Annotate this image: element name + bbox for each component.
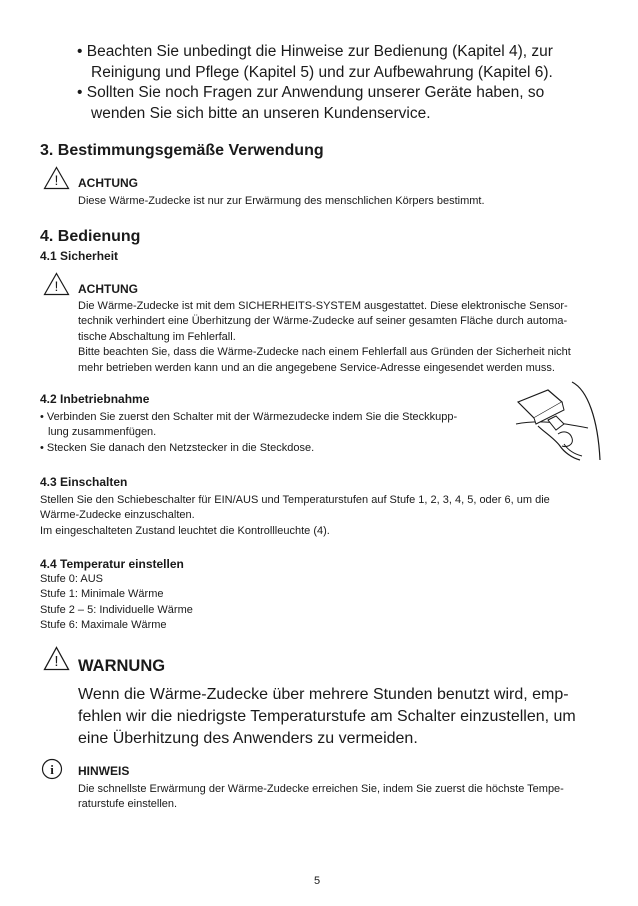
section-4-2-text: • Verbinden Sie zuerst den Schalter mit der Wärmezudecke indem Sie die Steckkupp- lung zusammenfügen. • Stecken Sie danach den Netzstecker in die Steckdose. (40, 411, 458, 454)
section-4-4-text: Stufe 0: AUS Stufe 1: Minimale Wärme Stufe 2 – 5: Individuelle Wärme Stufe 6: Maximale Wärme (40, 573, 193, 632)
section-4-1-heading: 4.1 Sicherheit (40, 249, 119, 263)
intro-bullet-2: • Sollten Sie noch Fragen zur Anwendung unserer Geräte haben, so wenden Sie sich bitte an unseren Kundenservice. (77, 84, 545, 122)
section-4-heading: 4. Bedienung (40, 228, 141, 245)
intro-bullet-1: • Beachten Sie unbedingt die Hinweise zur Bedienung (Kapitel 4), zur Reinigung und Pflege (Kapitel 5) und zur Aufbewahrung (Kapitel 6). (77, 43, 553, 81)
warning-triangle-icon (43, 166, 70, 190)
svg-text:!: ! (54, 278, 59, 294)
hint-label: HINWEIS (78, 764, 130, 778)
section-4-3-heading: 4.3 Einschalten (40, 475, 128, 489)
section-3-heading: 3. Bestimmungsgemäße Verwendung (40, 142, 324, 159)
warning-text: Wenn die Wärme-Zudecke über mehrere Stunden benutzt wird, emp- fehlen wir die niedrigste Temperaturstufe am Schalter einzustellen, um eine Überhitzung des Anwenders zu vermeiden. (78, 686, 576, 747)
plug-coupling-illustration (508, 380, 604, 470)
section-4-3-text: Stellen Sie den Schiebeschalter für EIN/AUS und Temperaturstufen auf Stufe 1, 2, 3, 4, 5, oder 6, um die Wärme-Zudecke einzuschalten. Im eingeschalteten Zustand leuchtet die Kontrollleuchte (4). (40, 494, 550, 537)
page-number: 5 (314, 875, 321, 887)
svg-text:!: ! (54, 172, 59, 188)
warning-label: WARNUNG (78, 657, 166, 675)
svg-text:!: ! (54, 653, 59, 670)
section-3-caution-label: ACHTUNG (78, 176, 138, 190)
hint-text: Die schnellste Erwärmung der Wärme-Zudecke erreichen Sie, indem Sie zuerst die höchste Tempe- raturstufe einstellen. (78, 783, 564, 811)
section-4-2-heading: 4.2 Inbetriebnahme (40, 392, 150, 406)
section-3-caution-text: Diese Wärme-Zudecke ist nur zur Erwärmung des menschlichen Körpers bestimmt. (78, 195, 485, 207)
section-4-4-heading: 4.4 Temperatur einstellen (40, 557, 184, 571)
section-4-1-caution-label: ACHTUNG (78, 282, 138, 296)
info-icon (41, 758, 63, 780)
svg-text:i: i (50, 762, 54, 777)
warning-triangle-icon (43, 272, 70, 296)
section-4-1-text: Die Wärme-Zudecke ist mit dem SICHERHEITS-SYSTEM ausgestattet. Diese elektronische Sensor- technik verhindert eine Überhitzung der Wärme-Zudecke auf seiner gesamten Fläche durch automa- tische Abschaltung im Fehlerfall. Bitte beachten Sie, dass die Wärme-Zudecke nach einem Fehlerfall aus Gründen der Sicherheit nicht mehr betrieben werden kann und an die angegebene Service-Adresse eingesendet werden muss. (78, 300, 571, 374)
warning-triangle-icon (43, 646, 70, 671)
